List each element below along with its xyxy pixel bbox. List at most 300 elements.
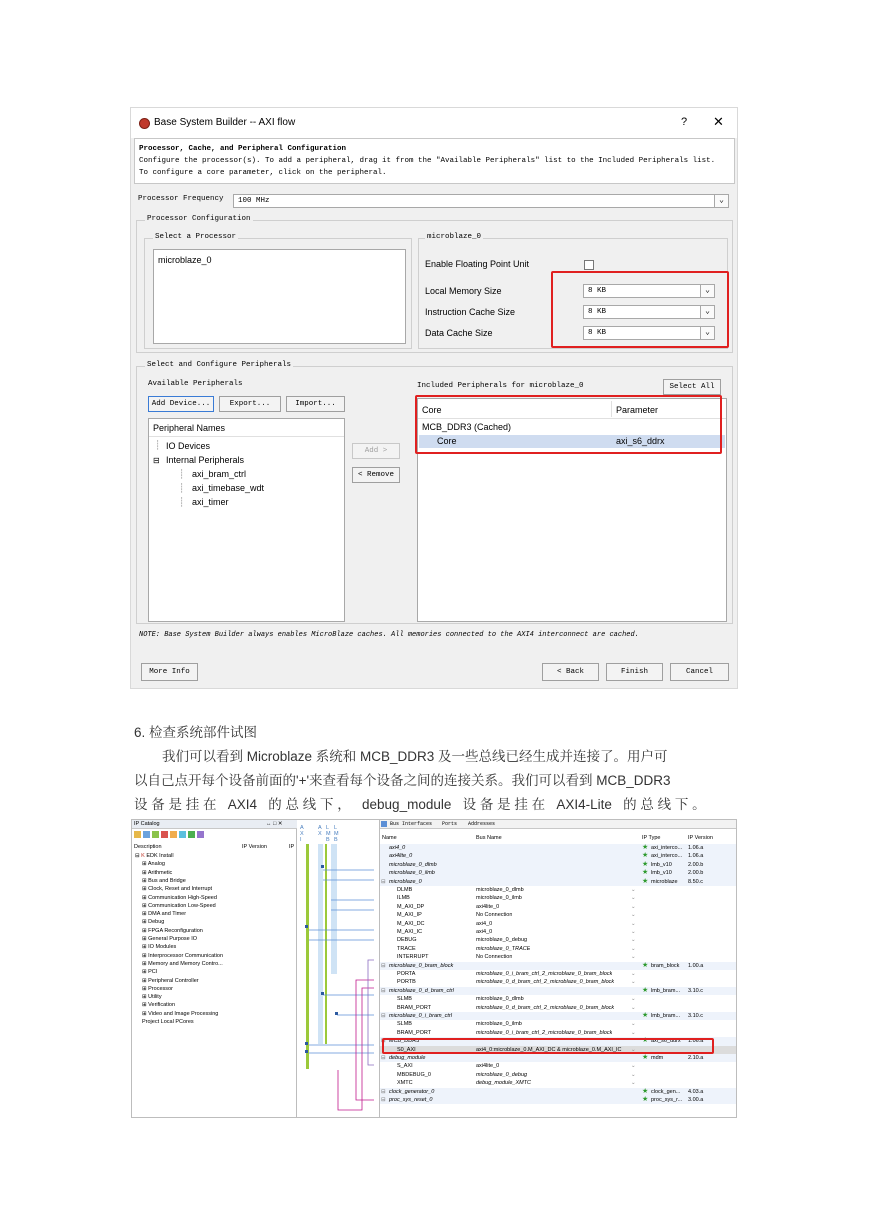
row-ip-type: microblaze <box>651 878 678 885</box>
expand-icon[interactable]: ⊞ <box>142 977 149 984</box>
bus-instance-row[interactable] <box>380 869 737 877</box>
paragraph-line-1: 我们可以看到 Microblaze 系统和 MCB_DDR3 及一些总线已经生成并连接了。用户可 <box>162 749 668 764</box>
chevron-down-icon[interactable]: ⌄ <box>631 1004 636 1011</box>
back-button[interactable]: < Back <box>542 663 599 681</box>
chevron-down-icon[interactable]: ⌄ <box>631 887 636 893</box>
ip-catalog-item[interactable] <box>142 986 173 993</box>
row-ip-version: 2.00.b <box>688 861 704 868</box>
row-bus-name[interactable]: microblaze_0_dlmb <box>476 996 524 1003</box>
row-bus-name[interactable]: microblaze_0_ilmb <box>476 895 522 902</box>
bus-interfaces-icon <box>381 821 387 827</box>
row-ip-type: lmb_v10 <box>651 870 672 877</box>
ip-star-icon: ★ <box>642 1096 649 1103</box>
row-ip-type: axi_interco... <box>651 853 683 860</box>
dcache-label: Data Cache Size <box>425 328 493 338</box>
bus-label-a: A <box>300 825 304 831</box>
core-column-header: Core <box>422 405 442 415</box>
ip-catalog-item[interactable] <box>142 994 162 1001</box>
tree-item-axi-timer[interactable]: axi_timer <box>192 497 229 507</box>
expand-icon[interactable]: ⊟ <box>381 1097 386 1103</box>
row-ip-type: proc_sys_r... <box>651 1097 683 1103</box>
bus-instance-row[interactable] <box>380 844 737 852</box>
ip-catalog-item-label: Verification <box>148 1002 176 1009</box>
row-bus-name[interactable]: microblaze_0_debug <box>476 1071 528 1078</box>
conn-node <box>305 925 308 928</box>
ip-catalog-item[interactable] <box>142 895 217 902</box>
expand-icon[interactable]: ⊞ <box>142 936 149 942</box>
row-ip-type: lmb_v10 <box>651 861 672 868</box>
chevron-down-icon: ⌄ <box>714 195 728 207</box>
row-bus-name[interactable]: microblaze_0_d_bram_ctrl_2_microblaze_0_bram_block <box>476 979 615 986</box>
expand-icon[interactable]: ⊞ <box>142 969 149 976</box>
expand-icon[interactable]: ⊞ <box>142 869 148 876</box>
ip-catalog-panel <box>132 820 297 1118</box>
debug-conn-line <box>368 960 374 1065</box>
bus-interface-row[interactable] <box>380 920 737 928</box>
tab-ports[interactable]: Ports <box>442 821 458 827</box>
note-text: NOTE: Base System Builder always enables MicroBlaze caches. All memories connected to the AXI4 interconnect are cached. <box>139 631 639 639</box>
chevron-down-icon[interactable]: ⌄ <box>631 954 636 961</box>
expand-icon[interactable]: ⊟ <box>381 987 386 994</box>
axi4lite-bus-bar <box>318 844 323 1044</box>
conn-node <box>305 1042 308 1045</box>
row-bus-name[interactable]: microblaze_0_i_bram_ctrl_2_microblaze_0_bram_block <box>476 971 613 977</box>
bus-label-b: B <box>326 837 330 843</box>
mcb-ddr3-group-row[interactable]: MCB_DDR3 (Cached) <box>422 422 512 432</box>
row-ip-version: 3.10.c <box>688 987 703 994</box>
row-ip-version: 1.06.a <box>688 845 704 851</box>
ip-catalog-item-label: Utility <box>148 994 162 1001</box>
row-ip-type: axi_interco... <box>651 845 683 851</box>
bus-interface-row[interactable] <box>380 1004 737 1012</box>
select-processor-label: Select a Processor <box>155 233 237 241</box>
ip-catalog-tree <box>132 853 297 1118</box>
ip-col-version: IP Version <box>242 844 267 850</box>
row-ip-version: 2.10.a <box>688 1055 704 1061</box>
bus-interface-row[interactable] <box>380 936 737 944</box>
expand-icon[interactable]: ⊟ <box>381 878 386 885</box>
expand-icon[interactable]: ⊟ <box>381 962 386 969</box>
bus-diagram-svg <box>298 820 378 1118</box>
available-peripherals-label: Available Peripherals <box>148 380 243 388</box>
ip-catalog-item[interactable] <box>142 978 199 985</box>
import-button[interactable]: Import... <box>286 396 345 412</box>
tree-connector: ┊ <box>155 440 161 450</box>
bus-instance-row[interactable] <box>380 962 737 970</box>
tab-bus-interfaces[interactable]: Bus Interfaces <box>390 821 433 827</box>
info-heading: Processor, Cache, and Peripheral Configuration <box>139 145 347 153</box>
ip-catalog-title: IP Catalog <box>134 821 160 827</box>
row-name: XMTC <box>397 1080 413 1087</box>
conn-node <box>335 1012 338 1015</box>
bus-label-l: L <box>326 825 330 831</box>
bus-interface-row[interactable] <box>380 945 737 953</box>
ip-catalog-item[interactable] <box>142 1002 175 1009</box>
tree-connector: ┊ <box>179 497 185 507</box>
toolbar-add-icon[interactable] <box>170 831 177 838</box>
bus-interfaces-table <box>380 844 737 1118</box>
conn-node <box>321 865 324 868</box>
row-ip-type: mdm <box>651 1055 664 1061</box>
ip-star-icon: ★ <box>642 844 649 851</box>
chevron-down-icon[interactable]: ⌄ <box>631 1071 636 1078</box>
chevron-down-icon[interactable]: ⌄ <box>631 929 636 935</box>
ip-catalog-item-label: EDK Install <box>146 853 174 859</box>
row-name: PORTB <box>397 979 416 986</box>
bus-tabs <box>380 820 737 829</box>
mcb-ddr3-highlight-box <box>382 1038 714 1054</box>
row-name: microblaze_0_ilmb <box>389 870 435 877</box>
bus-diagram <box>298 820 378 1118</box>
row-name: M_AXI_IC <box>397 929 423 935</box>
expand-icon[interactable]: ⊞ <box>142 902 149 909</box>
ip-catalog-item-label: Communication High-Speed <box>148 894 217 901</box>
row-name: SLMB <box>397 996 412 1003</box>
bus-instance-row[interactable] <box>380 1088 737 1096</box>
fpu-checkbox[interactable] <box>584 260 594 270</box>
base-system-builder-dialog <box>130 107 738 689</box>
remove-button[interactable]: < Remove <box>352 467 400 483</box>
row-bus-name[interactable]: axi4lite_0 <box>476 903 500 910</box>
chevron-down-icon: ⌄ <box>700 327 714 339</box>
chevron-down-icon[interactable]: ⌄ <box>631 1029 636 1036</box>
processor-frequency-value: 100 MHz <box>238 197 270 205</box>
bus-interface-row[interactable] <box>380 953 737 961</box>
bus-interfaces-panel <box>379 820 737 1118</box>
ip-catalog-item[interactable] <box>142 861 165 868</box>
core-row-value: axi_s6_ddrx <box>616 436 665 446</box>
row-name: axi4lite_0 <box>389 853 413 860</box>
icache-value: 8 KB <box>588 308 607 316</box>
microblaze-group-label: microblaze_0 <box>427 233 482 241</box>
expand-icon[interactable]: ⊞ <box>142 919 149 926</box>
row-ip-version: 4.03.a <box>688 1088 704 1095</box>
edk-icon: K <box>141 853 147 859</box>
bus-interface-row[interactable] <box>380 928 737 936</box>
ip-catalog-item-label: Interprocessor Communication <box>148 952 224 959</box>
row-bus-name[interactable]: No Connection <box>476 954 513 961</box>
ip-catalog-item-label: Video and Image Processing <box>148 1010 219 1017</box>
bus-interface-row[interactable] <box>380 1079 737 1087</box>
processor-item[interactable]: microblaze_0 <box>158 255 212 265</box>
ip-catalog-item[interactable] <box>142 903 216 910</box>
close-icon[interactable]: ✕ <box>713 114 724 129</box>
row-ip-version: 8.50.c <box>688 878 703 885</box>
ip-star-icon: ★ <box>642 860 649 868</box>
chevron-down-icon[interactable]: ⌄ <box>631 1063 636 1070</box>
ip-catalog-item-label: Analog <box>147 861 165 868</box>
cache-highlight-box <box>551 271 729 348</box>
help-button[interactable]: ? <box>681 116 688 128</box>
ip-catalog-item[interactable] <box>135 853 174 860</box>
included-peripherals-label: Included Peripherals for microblaze_0 <box>417 382 584 390</box>
bram-conn-line <box>356 980 374 1100</box>
processor-frequency-label: Processor Frequency <box>138 195 224 203</box>
row-name: microblaze_0_d_bram_ctrl <box>389 987 454 994</box>
ip-catalog-item[interactable] <box>142 919 164 926</box>
ip-catalog-item-label: Peripheral Controller <box>148 977 199 984</box>
ip-catalog-item[interactable]: Project Local PCores <box>142 1019 194 1025</box>
chevron-down-icon: ⌄ <box>700 306 714 318</box>
tree-collapse-icon[interactable]: ⊟ <box>153 456 160 465</box>
paragraph-line-3: 设 备 是 挂 在 AXI4 的 总 线 下 ， debug_module 设 备 是 挂 在 AXI4-Lite 的 总 线 下 。 <box>134 797 706 812</box>
ip-catalog-item-label: General Purpose IO <box>148 936 198 942</box>
row-name: BRAM_PORT <box>397 1004 432 1011</box>
ip-catalog-item[interactable] <box>142 953 223 960</box>
row-name: S_AXI <box>397 1063 413 1070</box>
expand-icon[interactable]: ⊞ <box>142 944 149 951</box>
chevron-down-icon[interactable]: ⌄ <box>631 945 636 952</box>
expand-icon[interactable]: ⊞ <box>142 861 148 868</box>
xps-system-assembly-view <box>131 819 737 1118</box>
ip-catalog-item-label: Clock, Reset and Interrupt <box>148 886 213 893</box>
col-bus-name: Bus Name <box>476 835 502 841</box>
tree-io-devices[interactable]: IO Devices <box>166 441 211 451</box>
row-bus-name[interactable]: debug_module_XMTC <box>476 1080 532 1087</box>
col-ip-type: IP Type <box>642 835 661 841</box>
available-peripherals-tree <box>148 418 345 622</box>
row-ip-version: 1.06.a <box>688 853 704 860</box>
ip-catalog-item-label: Processor <box>148 985 173 992</box>
row-bus-name[interactable]: microblaze_0_d_bram_ctrl_2_microblaze_0_bram_block <box>476 1004 615 1011</box>
bus-label-x: X <box>300 831 304 837</box>
tree-item-axi-timebase-wdt[interactable]: axi_timebase_wdt <box>192 483 265 493</box>
row-ip-type: clock_gen... <box>651 1088 681 1095</box>
bus-interface-row[interactable] <box>380 886 737 894</box>
row-name: proc_sys_reset_0 <box>389 1097 433 1103</box>
ip-catalog-item[interactable] <box>142 944 176 951</box>
finish-button[interactable]: Finish <box>606 663 663 681</box>
expand-icon[interactable]: ⊟ <box>135 853 142 859</box>
expand-icon[interactable]: ⊞ <box>142 877 149 884</box>
row-ip-version: 2.00.b <box>688 870 704 877</box>
bus-interface-row[interactable] <box>380 970 737 978</box>
processor-frequency-select[interactable] <box>233 194 729 208</box>
col-name: Name <box>382 835 397 841</box>
bus-instance-row[interactable] <box>380 861 737 869</box>
ip-catalog-item[interactable] <box>142 878 186 885</box>
expand-icon[interactable]: ⊟ <box>381 1013 386 1019</box>
row-bus-name[interactable]: microblaze_0_debug <box>476 937 528 944</box>
expand-icon[interactable]: ⊟ <box>381 1055 386 1061</box>
bus-instance-row[interactable] <box>380 987 737 995</box>
peripherals-group-label: Select and Configure Peripherals <box>147 361 292 369</box>
toolbar-filter-icon[interactable] <box>152 831 159 838</box>
fpu-label: Enable Floating Point Unit <box>425 259 530 269</box>
ip-catalog-item-label: IO Modules <box>148 944 177 951</box>
expand-icon[interactable]: ⊞ <box>142 1010 149 1017</box>
expand-icon[interactable]: ⊟ <box>381 1088 386 1095</box>
bus-instance-row[interactable] <box>380 1012 737 1020</box>
toolbar-view-icon[interactable] <box>143 831 150 838</box>
ip-catalog-item[interactable] <box>142 911 186 918</box>
ip-catalog-item-label: Communication Low-Speed <box>148 902 216 909</box>
ip-catalog-item[interactable] <box>142 1011 218 1018</box>
row-ip-type: bram_block <box>651 962 680 969</box>
row-bus-name[interactable]: microblaze_0_TRACE <box>476 945 531 952</box>
expand-icon[interactable]: ⊞ <box>142 985 149 992</box>
toolbar-run-icon[interactable] <box>188 831 195 838</box>
chevron-down-icon[interactable]: ⌄ <box>631 1046 636 1053</box>
expand-icon[interactable]: ⊞ <box>142 886 149 893</box>
row-name: INTERRUPT <box>397 954 429 961</box>
export-button[interactable]: Export... <box>219 396 281 412</box>
info-panel <box>134 138 735 184</box>
row-ip-type: lmb_bram... <box>651 987 681 994</box>
conn-node <box>321 992 324 995</box>
row-name: ILMB <box>397 895 410 902</box>
row-name: microblaze_0_bram_block <box>389 962 454 969</box>
ip-catalog-item-label: FPGA Reconfiguration <box>148 927 203 934</box>
add-device-button[interactable]: Add Device... <box>148 396 214 412</box>
row-ip-type: axi_s6_ddrx <box>651 1038 681 1045</box>
ip-star-icon: ★ <box>642 1012 649 1019</box>
row-name: TRACE <box>397 945 416 952</box>
ip-catalog-item-label: PCI <box>148 969 158 976</box>
expand-icon[interactable]: ⊞ <box>142 1002 149 1009</box>
chevron-down-icon[interactable]: ⌄ <box>631 920 636 927</box>
bus-label-m: M <box>326 831 331 837</box>
ip-catalog-item[interactable] <box>142 870 172 877</box>
bus-interface-row[interactable] <box>380 911 737 919</box>
ip-catalog-item-label: Debug <box>148 919 165 926</box>
tree-item-axi-bram-ctrl[interactable]: axi_bram_ctrl <box>192 469 247 479</box>
ip-star-icon: ★ <box>642 869 649 877</box>
ip-star-icon: ★ <box>642 852 649 860</box>
bus-label-i: I <box>300 837 302 843</box>
row-bus-name[interactable]: microblaze_0_dlmb <box>476 887 524 893</box>
row-name: debug_module <box>389 1055 426 1061</box>
row-name: axi4_0 <box>389 845 406 851</box>
row-bus-name[interactable]: microblaze_0_i_bram_ctrl_2_microblaze_0_bram_block <box>476 1029 613 1036</box>
icache-label: Instruction Cache Size <box>425 307 516 317</box>
chevron-down-icon[interactable]: ⌄ <box>631 895 636 902</box>
lmb-bus-bar <box>325 844 327 1044</box>
info-desc-line1: Configure the processor(s). To add a peripheral, drag it from the "Available Peripherals" list to the Included Peripherals list. <box>139 157 716 165</box>
row-bus-name[interactable]: microblaze_0_ilmb <box>476 1021 522 1028</box>
ip-catalog-item[interactable] <box>142 928 203 935</box>
select-all-button[interactable]: Select All <box>663 379 721 395</box>
chevron-down-icon[interactable]: ⌄ <box>631 971 636 977</box>
ip-col-ip: IP <box>289 844 295 850</box>
row-name: M_AXI_DP <box>397 903 425 910</box>
conn-node <box>305 1050 308 1053</box>
ip-catalog-titlebar <box>132 820 297 829</box>
tree-internal-peripherals[interactable]: Internal Peripherals <box>166 455 245 465</box>
chevron-down-icon[interactable]: ⌄ <box>631 996 636 1003</box>
row-name: PORTA <box>397 971 416 977</box>
toolbar-folder-icon[interactable] <box>134 831 141 838</box>
ip-catalog-item-label: Bus and Bridge <box>148 877 186 884</box>
axi4-bus-bar <box>306 844 309 1069</box>
chevron-down-icon[interactable]: ⌄ <box>631 937 636 944</box>
ip-catalog-item[interactable] <box>142 886 212 893</box>
row-name: BRAM_PORT <box>397 1029 432 1036</box>
bus-interface-row[interactable] <box>380 1071 737 1079</box>
row-bus-name[interactable]: axi4_0 <box>476 929 493 935</box>
bus-interface-row[interactable] <box>380 995 737 1003</box>
bus-instance-row[interactable] <box>380 878 737 886</box>
bus-instance-row[interactable] <box>380 852 737 860</box>
row-name: MBDEBUG_0 <box>397 1071 431 1078</box>
expand-icon[interactable]: ⊞ <box>142 960 149 967</box>
expand-icon[interactable]: ⊞ <box>142 994 149 1001</box>
cancel-button[interactable]: Cancel <box>670 663 729 681</box>
included-highlight-box <box>415 395 722 454</box>
ip-catalog-item[interactable] <box>142 936 197 943</box>
ip-catalog-item-label: Memory and Memory Contro... <box>148 960 223 967</box>
more-info-button[interactable]: More Info <box>141 663 198 681</box>
row-ip-version: 3.00.a <box>688 1097 704 1103</box>
ip-star-icon: ★ <box>642 986 649 994</box>
xilinx-app-icon <box>139 118 150 129</box>
row-bus-name[interactable]: axi4_0:microblaze_0.M_AXI_DC & microblaze_0.M_AXI_IC <box>476 1046 622 1053</box>
chevron-down-icon[interactable]: ⌄ <box>631 903 636 910</box>
row-name: microblaze_0_i_bram_ctrl <box>389 1013 452 1019</box>
row-ip-version: 1.00.a <box>688 962 704 969</box>
row-name: M_AXI_DC <box>397 920 425 927</box>
bus-interface-row[interactable] <box>380 894 737 902</box>
expand-icon[interactable]: ⊞ <box>142 952 149 959</box>
bus-interface-row[interactable] <box>380 1020 737 1028</box>
row-name: clock_generator_0 <box>389 1088 435 1095</box>
chevron-down-icon[interactable]: ⌄ <box>631 912 636 919</box>
expand-icon[interactable]: ⊞ <box>142 927 149 934</box>
lmb2-bus-bar <box>331 844 337 974</box>
chevron-down-icon[interactable]: ⌄ <box>631 979 636 986</box>
section-heading: 6. 检查系统部件试图 <box>134 725 258 740</box>
chevron-down-icon: ⌄ <box>700 285 714 297</box>
bus-label-a2: A <box>318 825 322 831</box>
toolbar-settings-icon[interactable] <box>197 831 204 838</box>
bus-interface-row[interactable] <box>380 903 737 911</box>
row-name: DLMB <box>397 887 413 893</box>
expand-icon[interactable]: ⊟ <box>381 1038 386 1045</box>
panel-window-icons[interactable]: ↔ □ ✕ <box>266 821 283 827</box>
toolbar-doc-icon[interactable] <box>179 831 186 838</box>
parameter-column-header: Parameter <box>616 405 659 415</box>
row-ip-version: 3.10.c <box>688 1013 703 1019</box>
row-bus-name[interactable]: No Connection <box>476 912 513 919</box>
ip-star-icon: ★ <box>642 961 649 969</box>
bus-instance-row[interactable] <box>380 1096 737 1104</box>
tree-connector: ┊ <box>179 483 185 493</box>
row-name: DEBUG <box>397 937 417 944</box>
processor-list <box>153 249 406 344</box>
ip-catalog-toolbar <box>134 831 224 839</box>
expand-icon[interactable]: ⊞ <box>142 911 149 918</box>
chevron-down-icon[interactable]: ⌄ <box>631 1021 636 1028</box>
bus-interface-row[interactable] <box>380 1062 737 1070</box>
ip-catalog-item[interactable] <box>142 969 157 976</box>
chevron-down-icon[interactable]: ⌄ <box>631 1080 636 1087</box>
row-bus-name[interactable]: axi4_0 <box>476 920 493 927</box>
ip-star-icon: ★ <box>642 1037 649 1045</box>
bus-interface-row[interactable] <box>380 978 737 986</box>
paragraph-line-2: 以自己点开每个设备前面的'+'来查看每个设备之间的连接关系。我们可以看到 MCB_DDR3 <box>134 773 671 788</box>
tab-addresses[interactable]: Addresses <box>468 821 496 827</box>
expand-icon[interactable]: ⊞ <box>142 894 149 901</box>
add-button[interactable]: Add > <box>352 443 400 459</box>
toolbar-sort-icon[interactable] <box>161 831 168 838</box>
row-bus-name[interactable]: axi4lite_0 <box>476 1063 500 1070</box>
ip-catalog-item[interactable] <box>142 961 223 968</box>
peripheral-names-header: Peripheral Names <box>153 423 226 433</box>
col-ip-version: IP Version <box>688 835 713 841</box>
bus-instance-row[interactable] <box>380 1054 737 1062</box>
core-row-label: Core <box>437 436 457 446</box>
bus-interface-row[interactable] <box>380 1029 737 1037</box>
